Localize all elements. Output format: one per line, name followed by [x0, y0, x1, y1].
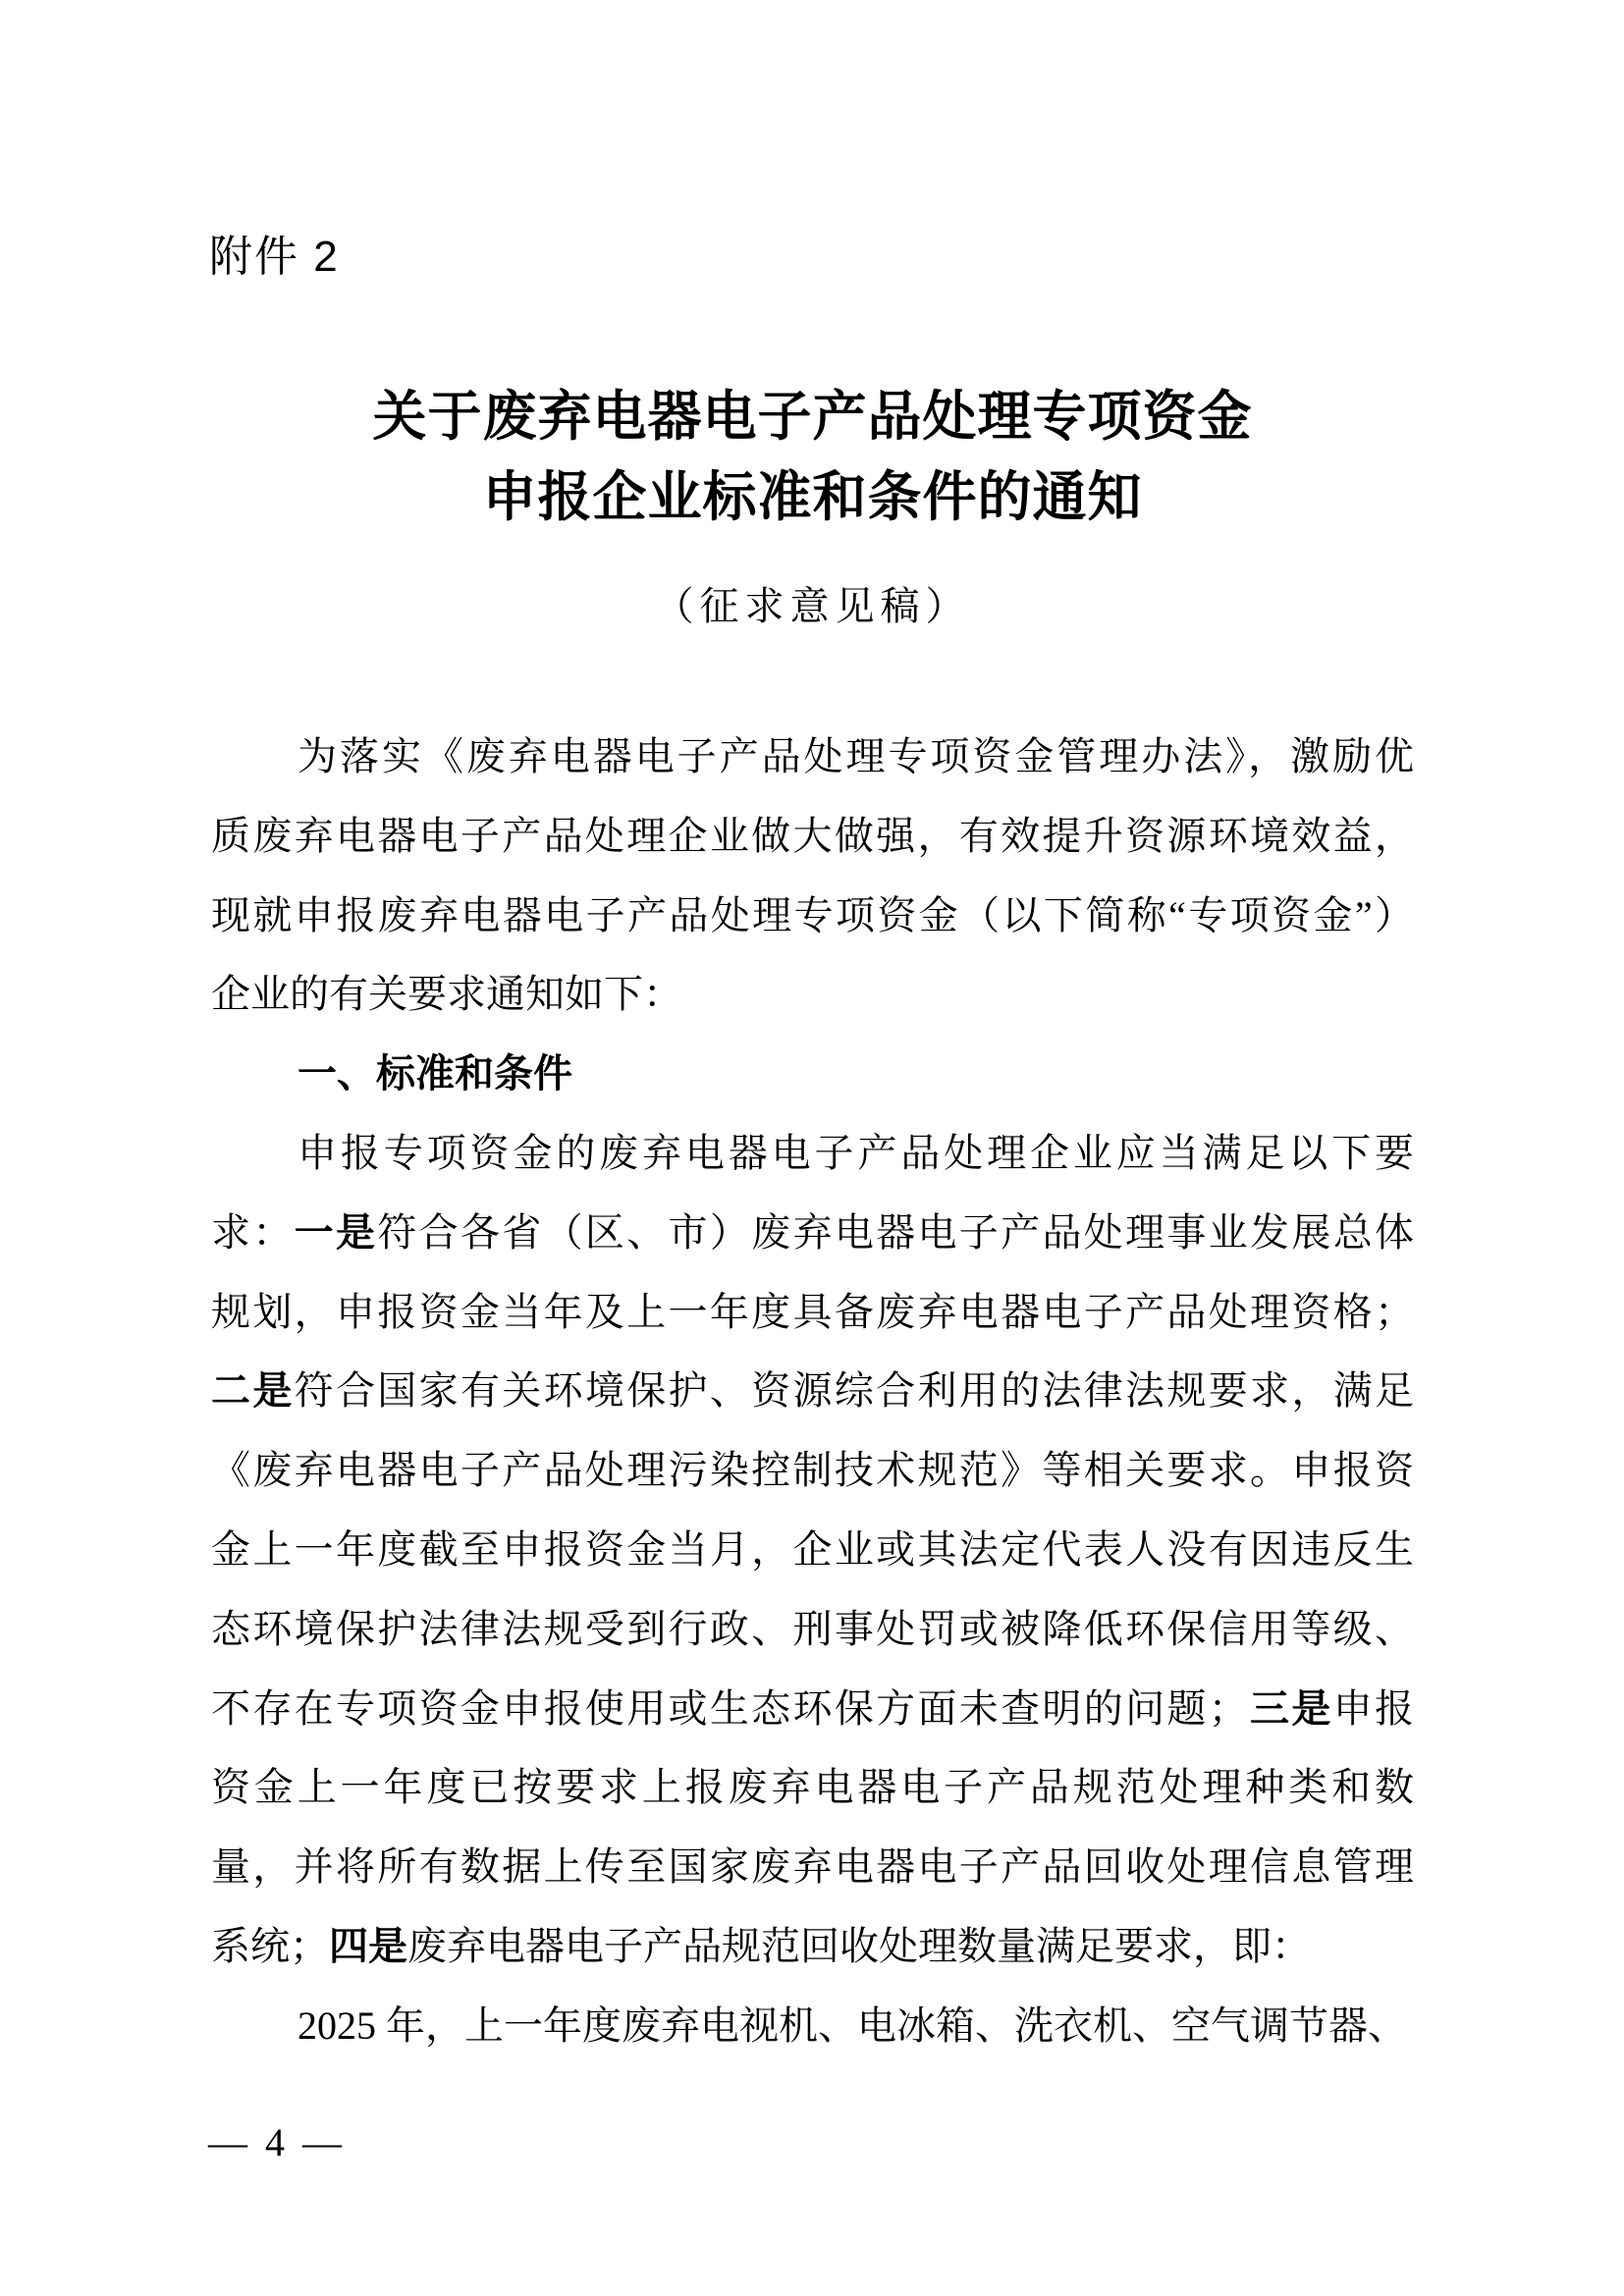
body-line: [211, 877, 1414, 956]
body-line: [211, 1670, 1414, 1749]
body-line: [211, 1987, 1414, 2066]
body-line: [211, 1114, 1414, 1194]
text-segment: 废弃电器电子产品规范回收处理数量满足要求，即：: [407, 1923, 1311, 1968]
document-title: [211, 377, 1414, 538]
text-segment: 现就申报废弃电器电子产品处理专项资金（以下简称“专项资金”）: [211, 892, 1414, 937]
text-segment: 2025 年，上一年度废弃电视机、电冰箱、洗衣机、空气调节器、: [298, 2002, 1407, 2048]
body-line: [211, 1511, 1414, 1590]
text-segment: 《废弃电器电子产品处理污染控制技术规范》等相关要求。申报资: [211, 1448, 1414, 1493]
text-segment: 申报专项资金的废弃电器电子产品处理企业应当满足以下要: [298, 1130, 1414, 1175]
emphasis-text-segment: 二是: [211, 1369, 295, 1414]
text-segment: 资金上一年度已按要求上报废弃电器电子产品规范处理种类和数: [211, 1765, 1414, 1810]
body-line: [211, 1273, 1414, 1353]
text-segment: 系统；: [211, 1923, 329, 1968]
body-line: [211, 1828, 1414, 1907]
document-body: [211, 718, 1414, 2066]
body-line: [211, 1194, 1414, 1273]
body-line: [211, 955, 1414, 1035]
body-line: [211, 1035, 1414, 1114]
document-title-line-1: 关于废弃电器电子产品处理专项资金: [372, 387, 1253, 447]
text-segment: 申报: [1332, 1685, 1414, 1731]
body-line: [211, 797, 1414, 877]
body-line: [211, 1431, 1414, 1511]
emphasis-text-segment: 四是: [329, 1924, 407, 1968]
body-line: [211, 1352, 1414, 1431]
body-line: [211, 1748, 1414, 1828]
emphasis-text-segment: 一、标准和条件: [298, 1052, 572, 1096]
document-subtitle: （征求意见稿）: [654, 584, 971, 628]
text-segment: 为落实《废弃电器电子产品处理专项资金管理办法》，激励优: [298, 734, 1414, 778]
text-segment: 态环境保护法律法规受到行政、刑事处罚或被降低环保信用等级、: [211, 1606, 1414, 1651]
page-number: — 4 —: [208, 2120, 346, 2164]
emphasis-text-segment: 三是: [1247, 1686, 1333, 1731]
text-segment: 企业的有关要求通知如下：: [211, 972, 682, 1017]
text-segment: 符合国家有关环境保护、资源综合利用的法律法规要求，满足: [294, 1368, 1414, 1414]
text-segment: 符合各省（区、市）废弃电器电子产品处理事业发展总体: [377, 1209, 1414, 1255]
text-segment: 规划，申报资金当年及上一年度具备废弃电器电子产品处理资格；: [211, 1289, 1414, 1334]
document-title-line-2: 申报企业标准和条件的通知: [482, 467, 1143, 527]
emphasis-text-segment: 一是: [294, 1210, 378, 1255]
text-segment: 求：: [211, 1209, 295, 1255]
text-segment: 量，并将所有数据上传至国家废弃电器电子产品回收处理信息管理: [211, 1844, 1414, 1890]
text-segment: 不存在专项资金申报使用或生态环保方面未查明的问题；: [211, 1685, 1248, 1731]
body-line: [211, 1590, 1414, 1670]
text-segment: 质废弃电器电子产品处理企业做大做强，有效提升资源环境效益，: [211, 813, 1414, 858]
body-line: [211, 1907, 1414, 1987]
body-line: [211, 718, 1414, 797]
text-segment: 金上一年度截至申报资金当月，企业或其法定代表人没有因违反生: [211, 1526, 1414, 1572]
attachment-label: 附件 2: [209, 233, 340, 281]
